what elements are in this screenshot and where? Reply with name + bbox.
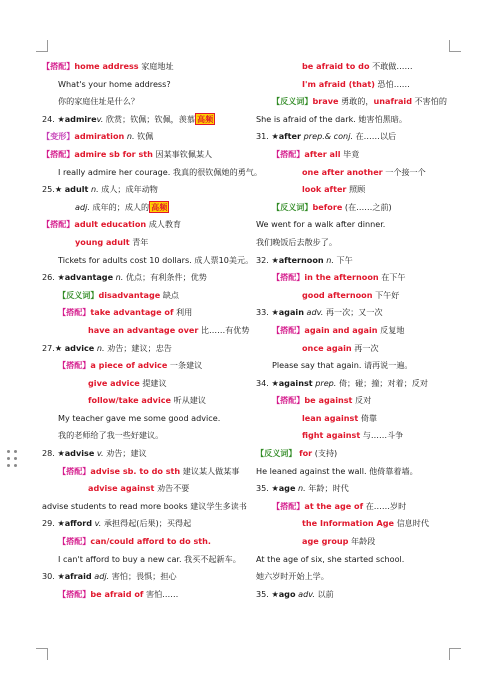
text-line — [42, 551, 242, 569]
text-line — [42, 375, 242, 393]
text-segment: 【搭配】 — [58, 465, 91, 476]
text-segment: n. — [94, 342, 105, 353]
text-line — [42, 410, 242, 428]
text-line — [256, 111, 456, 129]
text-segment: Please say that again. 请再说一遍。 — [272, 360, 413, 371]
text-segment: v. — [92, 518, 102, 529]
text-segment: 建议某人做某事 — [180, 465, 240, 476]
text-segment: 【反义词】 — [256, 448, 297, 459]
text-line — [256, 93, 456, 111]
text-segment: afraid — [64, 571, 92, 582]
text-segment: young adult — [75, 236, 130, 247]
text-segment: 缺点 — [160, 289, 180, 300]
text-segment: 下午 — [333, 254, 353, 265]
text-segment: v. — [94, 448, 104, 459]
text-segment: I really admire her courage. 我真的很钦佩她的勇气。 — [58, 166, 262, 177]
text-segment: follow/take advice — [88, 395, 172, 406]
text-segment: 勇敢的， — [338, 96, 374, 107]
text-line — [256, 551, 456, 569]
text-line — [42, 58, 242, 76]
text-segment: n. — [124, 131, 135, 142]
text-segment: 【搭配】 — [272, 395, 305, 406]
text-segment: 因某事钦佩某人 — [152, 148, 213, 159]
text-segment: 劝告；建议；忠告 — [104, 342, 172, 353]
text-line — [42, 287, 242, 305]
text-segment: 毕竟 — [340, 148, 360, 159]
text-segment: 钦佩 — [134, 131, 154, 142]
text-segment: take advantage of — [90, 307, 174, 318]
text-segment: 成年的；成人的 — [89, 201, 150, 212]
text-line — [256, 568, 456, 586]
text-segment: 32. ★ — [256, 254, 279, 265]
text-segment: 倚靠 — [358, 412, 378, 423]
text-segment: 28. ★ — [42, 448, 65, 459]
text-segment: 34. ★ — [256, 377, 279, 388]
text-segment: 30. ★ — [42, 571, 65, 582]
text-segment: at the age of — [304, 500, 364, 511]
text-segment: in the afternoon — [304, 272, 379, 283]
text-segment: look after — [302, 184, 347, 195]
text-segment: 反对 — [352, 395, 372, 406]
text-segment: 再一次；又一次 — [323, 307, 383, 318]
text-segment: 劝告；建议 — [103, 448, 147, 459]
text-line — [42, 146, 242, 164]
text-segment: adv. — [295, 588, 315, 599]
text-segment: 【搭配】 — [58, 536, 91, 547]
text-segment: 成人教育 — [146, 219, 182, 230]
text-segment: I can't afford to buy a new car. 我买不起新车。 — [58, 553, 241, 564]
drag-dot — [7, 450, 10, 453]
text-segment: n. — [323, 254, 334, 265]
text-segment: ago — [278, 588, 296, 599]
text-segment: admiration — [74, 131, 125, 142]
text-segment: 25.★ — [42, 184, 65, 195]
text-segment: 承担得起(后果)；买得起 — [101, 518, 192, 529]
text-segment: the Information Age — [302, 518, 395, 529]
text-line — [256, 76, 456, 94]
text-line — [256, 216, 456, 234]
text-line — [256, 498, 456, 516]
drag-dot — [14, 450, 17, 453]
text-line — [256, 252, 456, 270]
text-segment: for — [299, 448, 313, 459]
text-segment: 【搭配】 — [58, 588, 91, 599]
crop-mark-top-right — [449, 40, 461, 52]
text-segment: (在……之前) — [342, 201, 392, 212]
text-segment: 31. ★ — [256, 131, 279, 142]
text-segment: home address — [74, 61, 139, 71]
text-segment: unafraid — [373, 96, 412, 107]
text-segment: 害怕；畏惧；担心 — [109, 571, 177, 582]
text-segment: 劝告不要 — [154, 483, 190, 494]
text-segment: 害怕…… — [143, 588, 179, 599]
text-line — [42, 322, 250, 340]
drag-dot — [14, 464, 17, 467]
text-line — [42, 568, 242, 586]
text-line — [42, 181, 242, 199]
text-segment: be afraid of — [90, 588, 144, 599]
text-line — [256, 340, 456, 358]
text-line — [42, 445, 242, 463]
text-segment: 【搭配】 — [272, 324, 305, 335]
text-segment: 信息时代 — [394, 518, 429, 529]
text-segment: adj. — [75, 201, 90, 212]
text-line — [256, 146, 456, 164]
text-segment: adv. — [303, 307, 324, 318]
text-segment: once again — [302, 342, 352, 353]
text-line — [256, 463, 456, 481]
text-segment: (支持) — [312, 448, 338, 459]
text-line — [42, 128, 242, 146]
text-segment: She is afraid of the dark. 她害怕黑暗。 — [256, 113, 407, 124]
text-line — [42, 76, 242, 94]
text-line — [42, 252, 254, 270]
text-line — [42, 533, 242, 551]
text-segment: have an advantage over — [88, 324, 199, 335]
text-segment: advice — [64, 342, 95, 353]
text-line — [256, 181, 456, 199]
crop-mark-bottom-left — [36, 648, 48, 660]
text-segment: good afternoon — [302, 289, 373, 300]
drag-dot — [7, 457, 10, 460]
text-segment: v. — [96, 113, 104, 124]
text-segment: 青年 — [129, 236, 149, 247]
text-segment: n. — [88, 184, 99, 195]
text-line — [42, 234, 242, 252]
text-segment: 在……岁时 — [363, 500, 407, 511]
text-segment: after — [278, 131, 302, 142]
left-column — [42, 58, 262, 603]
text-line — [256, 427, 456, 445]
text-line — [256, 392, 456, 410]
text-line — [42, 392, 242, 410]
text-segment: We went for a walk after dinner. — [256, 219, 386, 230]
text-segment: 年龄段 — [348, 536, 376, 547]
text-segment: one after another — [302, 166, 383, 177]
right-column — [256, 58, 456, 603]
text-segment: 【反义词】 — [58, 289, 99, 300]
text-segment: 照顾 — [346, 184, 366, 195]
text-segment: 一条建议 — [167, 360, 203, 371]
text-segment: 26. ★ — [42, 272, 65, 283]
text-segment: brave — [312, 96, 339, 107]
text-segment: afternoon — [278, 254, 324, 265]
text-segment: admire — [64, 113, 97, 124]
text-line — [256, 357, 456, 375]
text-segment: 【搭配】 — [42, 219, 75, 230]
text-line — [42, 93, 242, 111]
text-segment: can/could afford to do sth. — [90, 536, 211, 547]
text-segment: 在……以后 — [353, 131, 397, 142]
text-segment: prep. — [312, 377, 337, 388]
text-segment: 【搭配】 — [58, 307, 91, 318]
text-segment: 27.★ — [42, 342, 65, 353]
text-segment: be afraid to do — [302, 61, 370, 71]
text-segment: 提建议 — [139, 377, 167, 388]
text-line — [42, 427, 242, 445]
text-line — [42, 340, 242, 358]
text-segment: adult — [64, 184, 89, 195]
text-segment: fight against — [302, 430, 361, 441]
text-segment: 在下午 — [378, 272, 406, 283]
text-line — [256, 58, 456, 76]
text-segment: advise students to read more books 建议学生多读书 — [42, 500, 247, 511]
text-segment: again — [278, 307, 304, 318]
text-segment: He leaned against the wall. 他倚靠着墙。 — [256, 465, 418, 476]
text-segment: At the age of six, she started school. — [256, 553, 405, 564]
text-line — [256, 410, 456, 428]
text-segment: 【搭配】 — [42, 61, 75, 71]
text-segment: n. — [295, 483, 306, 494]
text-segment: advise sb. to do sth — [90, 465, 181, 476]
text-segment: 利用 — [173, 307, 193, 318]
text-line — [256, 533, 456, 551]
text-segment: 29. ★ — [42, 518, 65, 529]
text-segment: 【搭配】 — [42, 148, 75, 159]
text-segment: be against — [304, 395, 353, 406]
text-segment: a piece of advice — [90, 360, 168, 371]
text-line — [42, 357, 242, 375]
text-line — [256, 199, 456, 217]
text-line — [256, 234, 456, 252]
text-line — [256, 445, 456, 463]
frequency-badge: 高频 — [196, 113, 214, 124]
crop-mark-top-left — [36, 40, 48, 52]
frequency-badge: 高频 — [151, 201, 168, 212]
text-line — [256, 287, 456, 305]
text-line — [42, 111, 242, 129]
text-segment: 【搭配】 — [272, 500, 305, 511]
text-line — [42, 269, 242, 287]
text-segment: My teacher gave me some good advice. — [58, 412, 221, 423]
text-segment: advantage — [64, 272, 114, 283]
drag-dot — [14, 457, 17, 460]
text-line — [42, 498, 247, 516]
text-segment: 与……斗争 — [360, 430, 404, 441]
text-segment: 35. ★ — [256, 588, 279, 599]
text-line — [42, 199, 242, 217]
text-segment: 欣赏；钦佩；钦佩，羡慕 — [103, 113, 195, 124]
text-segment: 她六岁时开始上学。 — [256, 571, 329, 582]
text-segment: 优点；有利条件；优势 — [123, 272, 207, 283]
text-segment: 24. ★ — [42, 113, 65, 124]
text-segment: adult education — [74, 219, 147, 230]
text-segment: 家庭地址 — [138, 61, 174, 71]
text-segment: 我们晚饭后去散步了。 — [256, 236, 337, 247]
text-segment: 【反义词】 — [272, 201, 313, 212]
text-segment: 以前 — [314, 588, 334, 599]
text-segment: 成人；成年动物 — [98, 184, 158, 195]
text-segment: 【变形】 — [42, 131, 75, 142]
text-line — [42, 463, 242, 481]
text-segment: n. — [113, 272, 124, 283]
text-segment: 再一次 — [351, 342, 379, 353]
text-segment: 一个接一个 — [382, 166, 426, 177]
text-line — [256, 515, 456, 533]
text-segment: 【搭配】 — [58, 360, 91, 371]
text-segment: again and again — [304, 324, 378, 335]
text-segment: I'm afraid (that) — [302, 78, 375, 89]
drag-dot — [7, 464, 10, 467]
text-segment: disadvantage — [98, 289, 161, 300]
text-segment: Tickets for adults cost 10 dollars. 成人票10美元。 — [58, 254, 254, 265]
text-segment: advise against — [88, 483, 155, 494]
text-segment: age — [278, 483, 296, 494]
text-segment: 【搭配】 — [272, 272, 305, 283]
text-line — [42, 216, 242, 234]
text-line — [256, 480, 456, 498]
crop-mark-bottom-right — [449, 648, 461, 660]
text-line — [42, 164, 262, 182]
text-segment: What's your home address? — [58, 78, 171, 89]
text-segment: 【反义词】 — [272, 96, 313, 107]
text-segment: lean against — [302, 412, 359, 423]
text-line — [256, 164, 456, 182]
text-segment: 恐怕…… — [374, 78, 410, 89]
text-segment: 不害怕的 — [411, 96, 447, 107]
text-segment: give advice — [88, 377, 140, 388]
text-segment: after all — [304, 148, 341, 159]
text-segment: afford — [64, 518, 93, 529]
text-line — [256, 304, 456, 322]
text-segment: 听从建议 — [171, 395, 206, 406]
text-segment: 35. ★ — [256, 483, 279, 494]
text-line — [256, 128, 456, 146]
text-segment: prep.& conj. — [301, 131, 354, 142]
text-segment: 年龄；时代 — [305, 483, 349, 494]
text-segment: 倚；碰；撞；对着；反对 — [336, 377, 428, 388]
text-segment: advise — [64, 448, 95, 459]
text-line — [42, 304, 242, 322]
text-segment: against — [278, 377, 313, 388]
text-line — [42, 586, 242, 604]
text-segment: 不敢做…… — [369, 61, 413, 71]
text-line — [256, 322, 456, 340]
text-segment: 【搭配】 — [272, 148, 305, 159]
text-segment: 比……有优势 — [198, 324, 250, 335]
text-segment: 33. ★ — [256, 307, 279, 318]
text-line — [256, 375, 456, 393]
text-segment: 我的老师给了我一些好建议。 — [58, 430, 164, 441]
text-line — [42, 515, 242, 533]
text-segment: 反复地 — [377, 324, 405, 335]
text-line — [256, 586, 456, 604]
text-segment: admire sb for sth — [74, 148, 153, 159]
text-segment: before — [312, 201, 343, 212]
text-segment: age group — [302, 536, 349, 547]
text-line — [256, 269, 456, 287]
text-segment: adj. — [91, 571, 110, 582]
text-line — [42, 480, 242, 498]
text-segment: 你的家庭住址是什么？ — [58, 96, 139, 107]
text-segment: 下午好 — [372, 289, 400, 300]
